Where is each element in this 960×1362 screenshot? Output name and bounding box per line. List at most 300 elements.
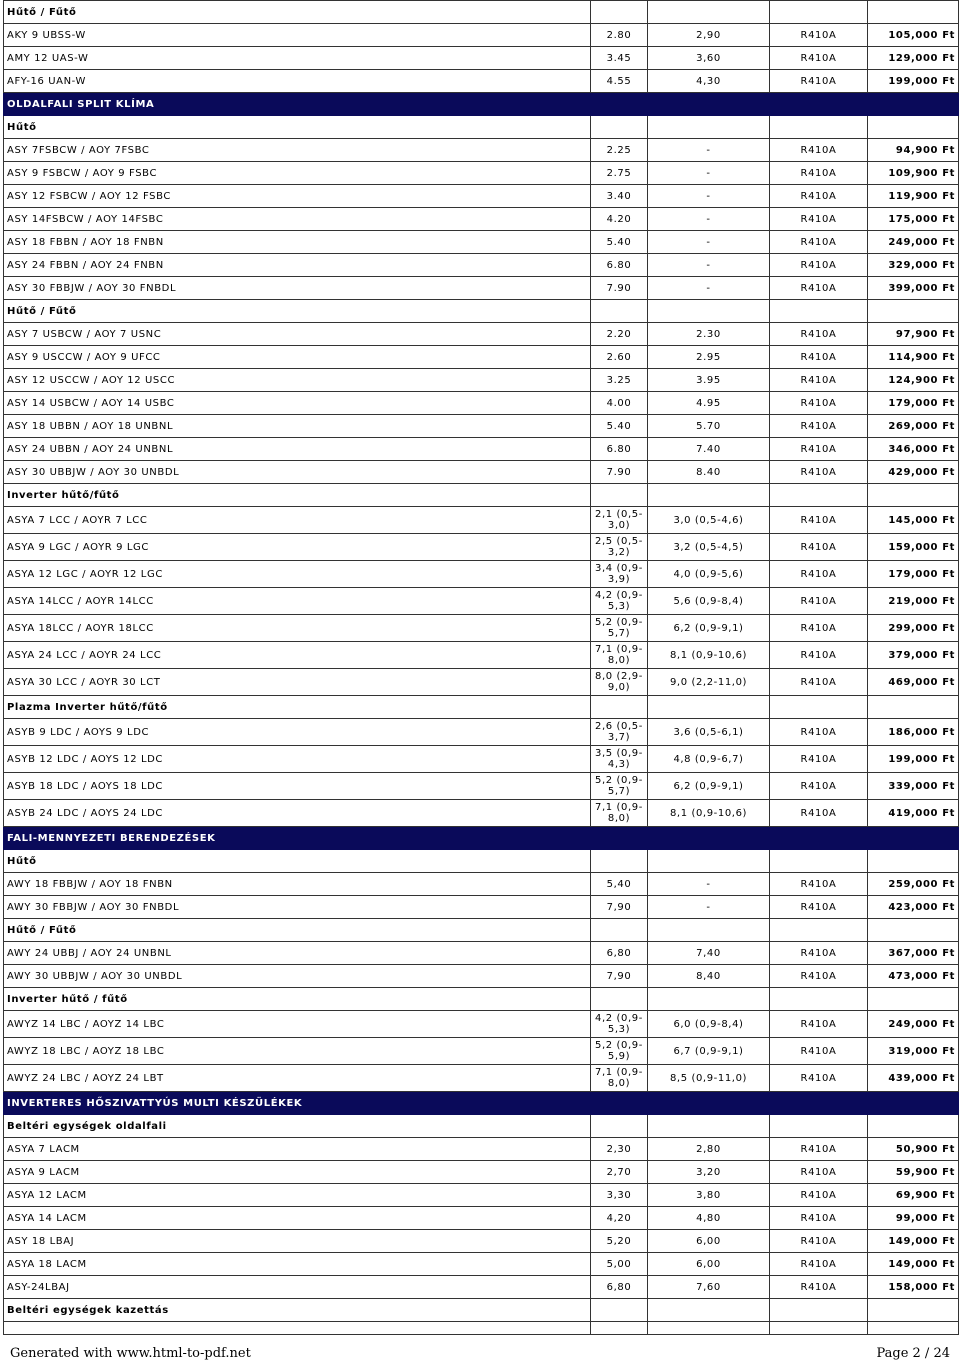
refrigerant-cell: R410A [770, 800, 868, 827]
refrigerant-cell: R410A [770, 415, 868, 438]
heating-capacity-cell: 6,2 (0,9-9,1) [648, 615, 770, 642]
model-cell: ASY 7FSBCW / AOY 7FSBC [4, 139, 591, 162]
price-cell: 149,000 Ft [868, 1230, 959, 1253]
price-cell: 105,000 Ft [868, 24, 959, 47]
heating-capacity-cell: - [648, 277, 770, 300]
empty-cell [648, 116, 770, 139]
refrigerant-cell: R410A [770, 24, 868, 47]
subsection-title: Beltéri egységek oldalfali [4, 1115, 591, 1138]
heating-capacity-cell: 2.30 [648, 323, 770, 346]
section-header-row [4, 827, 959, 850]
price-cell: 175,000 Ft [868, 208, 959, 231]
section-title: INVERTERES HŐSZIVATTYÚS MULTI KÉSZÜLÉKEK [4, 1092, 591, 1115]
product-row [4, 896, 959, 919]
heating-capacity-cell: 8,1 (0,9-10,6) [648, 642, 770, 669]
subsection-title: Inverter hűtő/fűtő [4, 484, 591, 507]
subsection-header-row [4, 300, 959, 323]
refrigerant-cell: R410A [770, 1207, 868, 1230]
product-row [4, 139, 959, 162]
cooling-capacity-cell: 4.00 [591, 392, 648, 415]
model-cell: AWYZ 24 LBC / AOYZ 24 LBT [4, 1065, 591, 1092]
heating-capacity-cell: - [648, 254, 770, 277]
product-row [4, 507, 959, 534]
product-row [4, 773, 959, 800]
cooling-capacity-cell: 2,30 [591, 1138, 648, 1161]
cooling-capacity-cell: 4,2 (0,9-5,3) [591, 1011, 648, 1038]
model-cell: ASYA 12 LACM [4, 1184, 591, 1207]
model-cell: ASY 14 USBCW / AOY 14 USBC [4, 392, 591, 415]
product-row [4, 185, 959, 208]
model-cell: ASY 12 USCCW / AOY 12 USCC [4, 369, 591, 392]
empty-cell [770, 988, 868, 1011]
price-cell: 186,000 Ft [868, 719, 959, 746]
price-cell: 199,000 Ft [868, 70, 959, 93]
empty-cell [868, 1299, 959, 1322]
cooling-capacity-cell: 2,70 [591, 1161, 648, 1184]
product-row [4, 1138, 959, 1161]
empty-cell [868, 1, 959, 24]
cooling-capacity-cell: 7.90 [591, 461, 648, 484]
product-row [4, 1065, 959, 1092]
subsection-header-row [4, 850, 959, 873]
model-cell: AWY 24 UBBJ / AOY 24 UNBNL [4, 942, 591, 965]
product-row [4, 746, 959, 773]
refrigerant-cell: R410A [770, 896, 868, 919]
price-cell: 94,900 Ft [868, 139, 959, 162]
cooling-capacity-cell: 3.45 [591, 47, 648, 70]
price-table [3, 0, 959, 1335]
price-cell: 259,000 Ft [868, 873, 959, 896]
product-row [4, 965, 959, 988]
empty-cell [868, 116, 959, 139]
refrigerant-cell: R410A [770, 1161, 868, 1184]
subsection-title: Hűtő [4, 850, 591, 873]
empty-cell [591, 1299, 648, 1322]
cooling-capacity-cell: 2.20 [591, 323, 648, 346]
price-cell: 367,000 Ft [868, 942, 959, 965]
product-row [4, 873, 959, 896]
cooling-capacity-cell: 7.90 [591, 277, 648, 300]
empty-cell [648, 1092, 770, 1115]
heating-capacity-cell: 3,20 [648, 1161, 770, 1184]
empty-cell [591, 116, 648, 139]
heating-capacity-cell: 6,00 [648, 1230, 770, 1253]
model-cell: ASYA 24 LCC / AOYR 24 LCC [4, 642, 591, 669]
empty-cell [868, 484, 959, 507]
subsection-header-row [4, 696, 959, 719]
cooling-capacity-cell: 2.80 [591, 24, 648, 47]
cooling-capacity-cell: 3,5 (0,9-4,3) [591, 746, 648, 773]
price-cell: 50,900 Ft [868, 1138, 959, 1161]
section-header-row [4, 1092, 959, 1115]
model-cell: ASYB 12 LDC / AOYS 12 LDC [4, 746, 591, 773]
model-cell: ASYA 12 LGC / AOYR 12 LGC [4, 561, 591, 588]
refrigerant-cell: R410A [770, 642, 868, 669]
price-cell: 158,000 Ft [868, 1276, 959, 1299]
product-row [4, 615, 959, 642]
cooling-capacity-cell: 5,40 [591, 873, 648, 896]
heating-capacity-cell: - [648, 873, 770, 896]
product-row [4, 1011, 959, 1038]
model-cell: ASYA 14LCC / AOYR 14LCC [4, 588, 591, 615]
model-cell: ASY 18 UBBN / AOY 18 UNBNL [4, 415, 591, 438]
cooling-capacity-cell: 2.25 [591, 139, 648, 162]
price-cell: 159,000 Ft [868, 534, 959, 561]
cooling-capacity-cell: 4.20 [591, 208, 648, 231]
empty-cell [648, 93, 770, 116]
cooling-capacity-cell: 4,2 (0,9-5,3) [591, 588, 648, 615]
empty-cell [868, 300, 959, 323]
heating-capacity-cell: 8,40 [648, 965, 770, 988]
product-row [4, 346, 959, 369]
subsection-header-row [4, 484, 959, 507]
cooling-capacity-cell: 3.40 [591, 185, 648, 208]
product-row [4, 47, 959, 70]
empty-cell [591, 1322, 648, 1335]
cooling-capacity-cell: 6.80 [591, 438, 648, 461]
empty-cell [591, 827, 648, 850]
cooling-capacity-cell: 8,0 (2,9-9,0) [591, 669, 648, 696]
heating-capacity-cell: 6,0 (0,9-8,4) [648, 1011, 770, 1038]
cooling-capacity-cell: 3,30 [591, 1184, 648, 1207]
heating-capacity-cell: - [648, 231, 770, 254]
product-row [4, 1276, 959, 1299]
price-cell: 145,000 Ft [868, 507, 959, 534]
model-cell: ASY 9 USCCW / AOY 9 UFCC [4, 346, 591, 369]
refrigerant-cell: R410A [770, 1138, 868, 1161]
price-cell: 59,900 Ft [868, 1161, 959, 1184]
empty-cell [591, 919, 648, 942]
subsection-title: Plazma Inverter hűtő/fűtő [4, 696, 591, 719]
model-cell: AWY 30 UBBJW / AOY 30 UNBDL [4, 965, 591, 988]
cooling-capacity-cell: 6,80 [591, 1276, 648, 1299]
empty-cell [648, 484, 770, 507]
subsection-header-row [4, 1, 959, 24]
model-cell: AWY 18 FBBJW / AOY 18 FNBN [4, 873, 591, 896]
empty-cell [648, 827, 770, 850]
price-cell: 179,000 Ft [868, 561, 959, 588]
heating-capacity-cell: 6,2 (0,9-9,1) [648, 773, 770, 800]
empty-cell [591, 988, 648, 1011]
cooling-capacity-cell: 5,2 (0,9-5,7) [591, 773, 648, 800]
price-table-body [4, 1, 959, 1335]
cooling-capacity-cell: 5,2 (0,9-5,9) [591, 1038, 648, 1065]
product-row [4, 277, 959, 300]
empty-cell [770, 827, 868, 850]
refrigerant-cell: R410A [770, 70, 868, 93]
price-cell: 129,000 Ft [868, 47, 959, 70]
empty-cell [770, 850, 868, 873]
model-cell: ASYA 14 LACM [4, 1207, 591, 1230]
subsection-title: Hűtő / Fűtő [4, 1, 591, 24]
refrigerant-cell: R410A [770, 254, 868, 277]
heating-capacity-cell: - [648, 208, 770, 231]
product-row [4, 162, 959, 185]
cooling-capacity-cell: 5,00 [591, 1253, 648, 1276]
empty-cell [591, 696, 648, 719]
model-cell: ASY-24LBAJ [4, 1276, 591, 1299]
refrigerant-cell: R410A [770, 1253, 868, 1276]
model-cell: AWYZ 14 LBC / AOYZ 14 LBC [4, 1011, 591, 1038]
cooling-capacity-cell: 5,2 (0,9-5,7) [591, 615, 648, 642]
empty-cell [770, 116, 868, 139]
price-cell: 69,900 Ft [868, 1184, 959, 1207]
heating-capacity-cell: 8,5 (0,9-11,0) [648, 1065, 770, 1092]
refrigerant-cell: R410A [770, 1230, 868, 1253]
refrigerant-cell: R410A [770, 873, 868, 896]
model-cell: ASYA 18LCC / AOYR 18LCC [4, 615, 591, 642]
refrigerant-cell: R410A [770, 47, 868, 70]
price-cell: 469,000 Ft [868, 669, 959, 696]
cooling-capacity-cell: 2,6 (0,5-3,7) [591, 719, 648, 746]
heating-capacity-cell: 4,8 (0,9-6,7) [648, 746, 770, 773]
model-cell: ASY 30 UBBJW / AOY 30 UNBDL [4, 461, 591, 484]
refrigerant-cell: R410A [770, 669, 868, 696]
heating-capacity-cell: 6,7 (0,9-9,1) [648, 1038, 770, 1065]
model-cell: ASY 24 FBBN / AOY 24 FNBN [4, 254, 591, 277]
price-cell: 473,000 Ft [868, 965, 959, 988]
cooling-capacity-cell: 2.75 [591, 162, 648, 185]
heating-capacity-cell: 5.70 [648, 415, 770, 438]
heating-capacity-cell: 3,0 (0,5-4,6) [648, 507, 770, 534]
price-cell: 319,000 Ft [868, 1038, 959, 1065]
heating-capacity-cell: 3.95 [648, 369, 770, 392]
empty-cell [591, 850, 648, 873]
heating-capacity-cell: 9,0 (2,2-11,0) [648, 669, 770, 696]
subsection-header-row [4, 1115, 959, 1138]
heating-capacity-cell: 2,90 [648, 24, 770, 47]
refrigerant-cell: R410A [770, 1184, 868, 1207]
price-cell: 329,000 Ft [868, 254, 959, 277]
empty-cell [648, 300, 770, 323]
product-row [4, 24, 959, 47]
refrigerant-cell: R410A [770, 588, 868, 615]
product-row [4, 642, 959, 669]
refrigerant-cell: R410A [770, 746, 868, 773]
heating-capacity-cell: 4,30 [648, 70, 770, 93]
heating-capacity-cell: 4.95 [648, 392, 770, 415]
heating-capacity-cell: 2,80 [648, 1138, 770, 1161]
refrigerant-cell: R410A [770, 507, 868, 534]
model-cell: ASY 18 FBBN / AOY 18 FNBN [4, 231, 591, 254]
price-cell: 179,000 Ft [868, 392, 959, 415]
model-cell: ASY 9 FSBCW / AOY 9 FSBC [4, 162, 591, 185]
empty-cell [868, 1322, 959, 1335]
empty-cell [648, 1322, 770, 1335]
heating-capacity-cell: - [648, 185, 770, 208]
model-cell: AKY 9 UBSS-W [4, 24, 591, 47]
model-cell: ASYB 9 LDC / AOYS 9 LDC [4, 719, 591, 746]
price-cell: 99,000 Ft [868, 1207, 959, 1230]
model-cell: ASY 30 FBBJW / AOY 30 FNBDL [4, 277, 591, 300]
heating-capacity-cell: 3,6 (0,5-6,1) [648, 719, 770, 746]
subsection-title: Hűtő / Fűtő [4, 919, 591, 942]
subsection-title: Inverter hűtő / fűtő [4, 988, 591, 1011]
cooling-capacity-cell: 5.40 [591, 231, 648, 254]
cooling-capacity-cell: 7,1 (0,9-8,0) [591, 642, 648, 669]
cooling-capacity-cell: 5,20 [591, 1230, 648, 1253]
empty-cell [770, 1092, 868, 1115]
empty-cell [591, 1092, 648, 1115]
cooling-capacity-cell: 7,1 (0,9-8,0) [591, 800, 648, 827]
price-cell: 439,000 Ft [868, 1065, 959, 1092]
cooling-capacity-cell: 7,90 [591, 965, 648, 988]
empty-cell [868, 827, 959, 850]
product-row [4, 534, 959, 561]
subsection-header-row [4, 1299, 959, 1322]
section-title: OLDALFALI SPLIT KLÍMA [4, 93, 591, 116]
product-row [4, 438, 959, 461]
product-row [4, 1253, 959, 1276]
price-cell: 429,000 Ft [868, 461, 959, 484]
heating-capacity-cell: 2.95 [648, 346, 770, 369]
refrigerant-cell: R410A [770, 615, 868, 642]
section-header-row [4, 93, 959, 116]
product-row [4, 800, 959, 827]
model-cell: ASY 12 FSBCW / AOY 12 FSBC [4, 185, 591, 208]
product-row [4, 415, 959, 438]
empty-cell [770, 1299, 868, 1322]
refrigerant-cell: R410A [770, 208, 868, 231]
heating-capacity-cell: 7,60 [648, 1276, 770, 1299]
empty-cell [591, 484, 648, 507]
empty-cell [770, 1115, 868, 1138]
model-cell: AFY-16 UAN-W [4, 70, 591, 93]
refrigerant-cell: R410A [770, 534, 868, 561]
heating-capacity-cell: 6,00 [648, 1253, 770, 1276]
model-cell: ASY 7 USBCW / AOY 7 USNC [4, 323, 591, 346]
price-cell: 423,000 Ft [868, 896, 959, 919]
model-cell: ASYA 9 LGC / AOYR 9 LGC [4, 534, 591, 561]
empty-cell [868, 696, 959, 719]
product-row [4, 1161, 959, 1184]
refrigerant-cell: R410A [770, 323, 868, 346]
model-cell: ASY 14FSBCW / AOY 14FSBC [4, 208, 591, 231]
price-cell: 97,900 Ft [868, 323, 959, 346]
product-row [4, 392, 959, 415]
heating-capacity-cell: 3,80 [648, 1184, 770, 1207]
price-cell: 269,000 Ft [868, 415, 959, 438]
price-cell: 219,000 Ft [868, 588, 959, 615]
price-cell: 119,900 Ft [868, 185, 959, 208]
cooling-capacity-cell: 2,1 (0,5-3,0) [591, 507, 648, 534]
product-row [4, 1038, 959, 1065]
cooling-capacity-cell: 7,90 [591, 896, 648, 919]
refrigerant-cell: R410A [770, 369, 868, 392]
product-row [4, 561, 959, 588]
price-cell: 299,000 Ft [868, 615, 959, 642]
empty-cell [648, 988, 770, 1011]
heating-capacity-cell: 8,1 (0,9-10,6) [648, 800, 770, 827]
product-row [4, 323, 959, 346]
product-row [4, 208, 959, 231]
subsection-title: Beltéri egységek kazettás [4, 1299, 591, 1322]
price-cell: 249,000 Ft [868, 231, 959, 254]
heating-capacity-cell: 8.40 [648, 461, 770, 484]
heating-capacity-cell: 7,40 [648, 942, 770, 965]
subsection-title: Hűtő [4, 116, 591, 139]
price-cell: 109,900 Ft [868, 162, 959, 185]
refrigerant-cell: R410A [770, 719, 868, 746]
refrigerant-cell: R410A [770, 1276, 868, 1299]
product-row [4, 369, 959, 392]
empty-cell [770, 93, 868, 116]
model-cell: ASY 18 LBAJ [4, 1230, 591, 1253]
empty-cell [648, 696, 770, 719]
model-cell: ASYA 30 LCC / AOYR 30 LCT [4, 669, 591, 696]
model-cell: ASY 24 UBBN / AOY 24 UNBNL [4, 438, 591, 461]
product-row [4, 254, 959, 277]
empty-cell [868, 988, 959, 1011]
cooling-capacity-cell: 2,5 (0,5-3,2) [591, 534, 648, 561]
subsection-header-row [4, 988, 959, 1011]
cooling-capacity-cell: 5.40 [591, 415, 648, 438]
empty-cell [4, 1322, 591, 1335]
empty-cell [648, 919, 770, 942]
product-row [4, 231, 959, 254]
heating-capacity-cell: 5,6 (0,9-8,4) [648, 588, 770, 615]
price-cell: 379,000 Ft [868, 642, 959, 669]
cooling-capacity-cell: 2.60 [591, 346, 648, 369]
refrigerant-cell: R410A [770, 942, 868, 965]
price-cell: 399,000 Ft [868, 277, 959, 300]
cooling-capacity-cell: 7,1 (0,9-8,0) [591, 1065, 648, 1092]
product-row [4, 588, 959, 615]
heating-capacity-cell: 4,80 [648, 1207, 770, 1230]
model-cell: AWY 30 FBBJW / AOY 30 FNBDL [4, 896, 591, 919]
empty-cell [770, 919, 868, 942]
empty-cell [868, 850, 959, 873]
model-cell: AMY 12 UAS-W [4, 47, 591, 70]
product-row [4, 70, 959, 93]
product-row [4, 669, 959, 696]
empty-cell [770, 484, 868, 507]
model-cell: ASYA 7 LCC / AOYR 7 LCC [4, 507, 591, 534]
empty-cell [591, 1, 648, 24]
cooling-capacity-cell: 4.55 [591, 70, 648, 93]
refrigerant-cell: R410A [770, 346, 868, 369]
price-cell: 199,000 Ft [868, 746, 959, 773]
heating-capacity-cell: 3,2 (0,5-4,5) [648, 534, 770, 561]
empty-cell [868, 93, 959, 116]
product-row [4, 1230, 959, 1253]
empty-cell [591, 300, 648, 323]
empty-cell [868, 919, 959, 942]
model-cell: ASYA 7 LACM [4, 1138, 591, 1161]
price-cell: 339,000 Ft [868, 773, 959, 800]
cooling-capacity-cell: 4,20 [591, 1207, 648, 1230]
empty-cell [770, 1322, 868, 1335]
refrigerant-cell: R410A [770, 392, 868, 415]
refrigerant-cell: R410A [770, 438, 868, 461]
empty-cell [770, 1, 868, 24]
price-cell: 114,900 Ft [868, 346, 959, 369]
continuation-row [4, 1322, 959, 1335]
subsection-header-row [4, 919, 959, 942]
refrigerant-cell: R410A [770, 773, 868, 800]
empty-cell [770, 696, 868, 719]
refrigerant-cell: R410A [770, 231, 868, 254]
refrigerant-cell: R410A [770, 139, 868, 162]
heating-capacity-cell: 4,0 (0,9-5,6) [648, 561, 770, 588]
refrigerant-cell: R410A [770, 461, 868, 484]
empty-cell [770, 300, 868, 323]
product-row [4, 461, 959, 484]
price-cell: 346,000 Ft [868, 438, 959, 461]
refrigerant-cell: R410A [770, 1011, 868, 1038]
cooling-capacity-cell: 3.25 [591, 369, 648, 392]
heating-capacity-cell: 3,60 [648, 47, 770, 70]
